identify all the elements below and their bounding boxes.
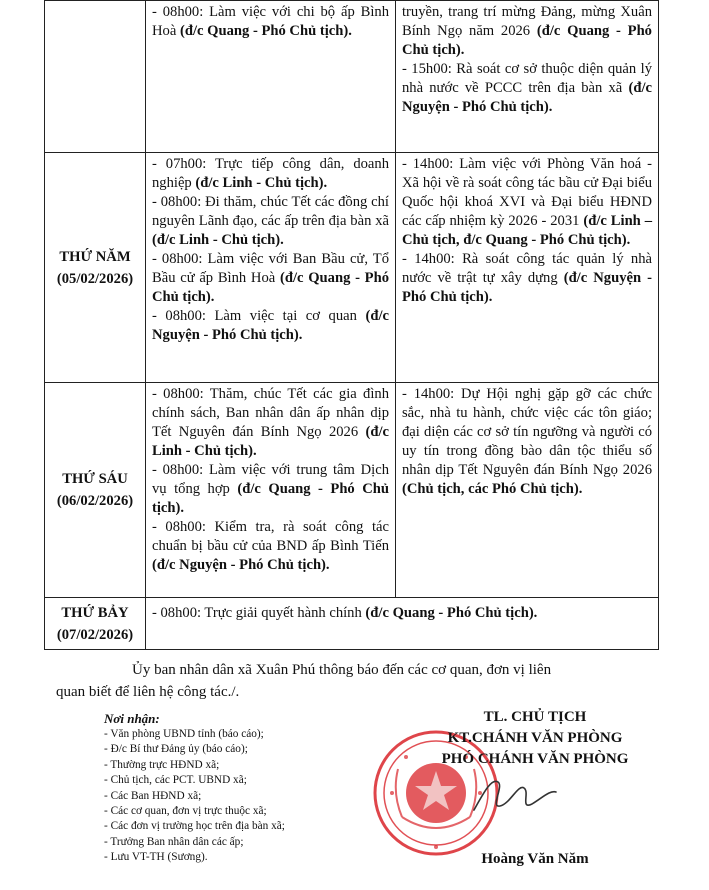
list-item: - Thường trực HĐND xã; [104, 758, 220, 771]
list-item: - 08h00: Đi thăm, chúc Tết các đồng chí nguyên Lãnh đạo, các ấp trên địa bàn xã (đ/c Linh - Chủ tịch). [152, 194, 389, 248]
list-item: - Các cơ quan, đơn vị trực thuộc xã; [104, 805, 267, 818]
signer-name: Hoàng Văn Năm [481, 851, 589, 867]
list-item: - 15h00: Rà soát cơ sở thuộc diện quản lý nhà nước về PCCC trên địa bàn xã (đ/c Nguyện - Phó Chủ tịch). [402, 61, 652, 115]
day-cell [45, 383, 146, 598]
day-cell [45, 598, 146, 650]
list-item: - 07h00: Trực tiếp công dân, doanh nghiệp (đ/c Linh - Chủ tịch). [152, 156, 389, 191]
day-date: (05/02/2026) [56, 270, 134, 287]
table-row [45, 153, 659, 383]
list-item: truyền, trang trí mừng Đảng, mừng Xuân Bính Ngọ năm 2026 (đ/c Quang - Phó Chủ tịch). [402, 4, 652, 58]
list-item: - 08h00: Kiểm tra, rà soát công tác chuẩn bị bầu cử của BND ấp Bình Tiến (đ/c Nguyện - Phó Chủ tịch). [152, 519, 389, 573]
list-item: - 14h00: Làm việc với Phòng Văn hoá - Xã hội về rà soát công tác bầu cử Đại biểu Quốc hội khoá XVI và Đại biểu HĐND các cấp nhiệm kỳ 2026 - 2031 (đ/c Linh – Chủ tịch, đ/c Quang - Phó Chủ tịch). [402, 156, 653, 248]
list-item: - Trưởng Ban nhân dân các ấp; [104, 835, 244, 848]
morning-cell [146, 383, 396, 598]
notice-line: quan biết để liên hệ công tác./. [56, 684, 240, 700]
list-item: - Đ/c Bí thư Đảng ủy (báo cáo); [104, 743, 248, 756]
full-day-cell [146, 598, 659, 650]
list-item: - 08h00: Làm việc với trung tâm Dịch vụ tổng hợp (đ/c Quang - Phó Chủ tịch). [152, 462, 390, 516]
table-row [45, 598, 659, 650]
table-row [45, 1, 659, 153]
signature-block [390, 707, 680, 867]
signer-title: TL. CHỦ TỊCH [483, 709, 587, 725]
afternoon-cell [396, 383, 659, 598]
notice-paragraph [56, 659, 658, 703]
list-item: - Các Ban HĐND xã; [104, 789, 202, 802]
recipients-block [104, 710, 404, 866]
day-label: THỨ BẢY [61, 604, 129, 621]
day-cell [45, 153, 146, 383]
day-date: (06/02/2026) [56, 493, 134, 509]
list-item: - 08h00: Thăm, chúc Tết các gia đình chính sách, Ban nhân dân ấp nhân dịp Tết Nguyên đán Bính Ngọ 2026 (đ/c Linh - Chủ tịch). [152, 386, 389, 459]
list-item: - 08h00: Làm việc với Ban Bầu cử, Tổ Bầu cử ấp Bình Hoà (đ/c Quang - Phó Chủ tịch). [152, 251, 389, 305]
notice-line: Ủy ban nhân dân xã Xuân Phú thông báo đến các cơ quan, đơn vị liên [132, 662, 552, 678]
day-cell [45, 1, 146, 153]
list-item: - 08h00: Làm việc với chi bộ ấp Bình Hoà (đ/c Quang - Phó Chủ tịch). [152, 4, 389, 39]
recipients-title: Nơi nhận: [104, 711, 160, 726]
morning-cell [146, 153, 396, 383]
list-item: - Chủ tịch, các PCT. UBND xã; [104, 774, 247, 787]
morning-cell [146, 1, 396, 153]
day-label: THỨ NĂM [59, 248, 131, 265]
day-label: THỨ SÁU [62, 471, 128, 487]
list-item: - 08h00: Trực giải quyết hành chính (đ/c Quang - Phó Chủ tịch). [152, 605, 538, 621]
afternoon-cell [396, 1, 659, 153]
signature-icon [470, 770, 560, 820]
list-item: - 14h00: Dự Hội nghị gặp gỡ các chức sắc, nhà tu hành, chức việc các tôn giáo; đại diện các cơ sở tín ngưỡng và người có uy tín trong đồng bào dân tộc thiểu số nhân dịp Tết Nguyên đán Bính Ngọ 2026 (Chủ tịch, các Phó Chủ tịch). [402, 386, 652, 497]
signer-title: KT.CHÁNH VĂN PHÒNG [447, 730, 623, 746]
day-date: (07/02/2026) [56, 626, 134, 643]
list-item: - 08h00: Làm việc tại cơ quan (đ/c Nguyện - Phó Chủ tịch). [152, 308, 389, 343]
schedule-table [44, 0, 659, 650]
afternoon-cell [396, 153, 659, 383]
list-item: - 14h00: Rà soát công tác quản lý nhà nước về trật tự xây dựng (đ/c Nguyện - Phó Chủ tịch). [402, 251, 652, 305]
list-item: - Văn phòng UBND tỉnh (báo cáo); [104, 728, 264, 740]
list-item: - Lưu VT-TH (Sương). [104, 851, 208, 864]
table-row [45, 383, 659, 598]
signer-title: PHÓ CHÁNH VĂN PHÒNG [441, 751, 629, 767]
list-item: - Các đơn vị trường học trên địa bàn xã; [104, 820, 285, 833]
